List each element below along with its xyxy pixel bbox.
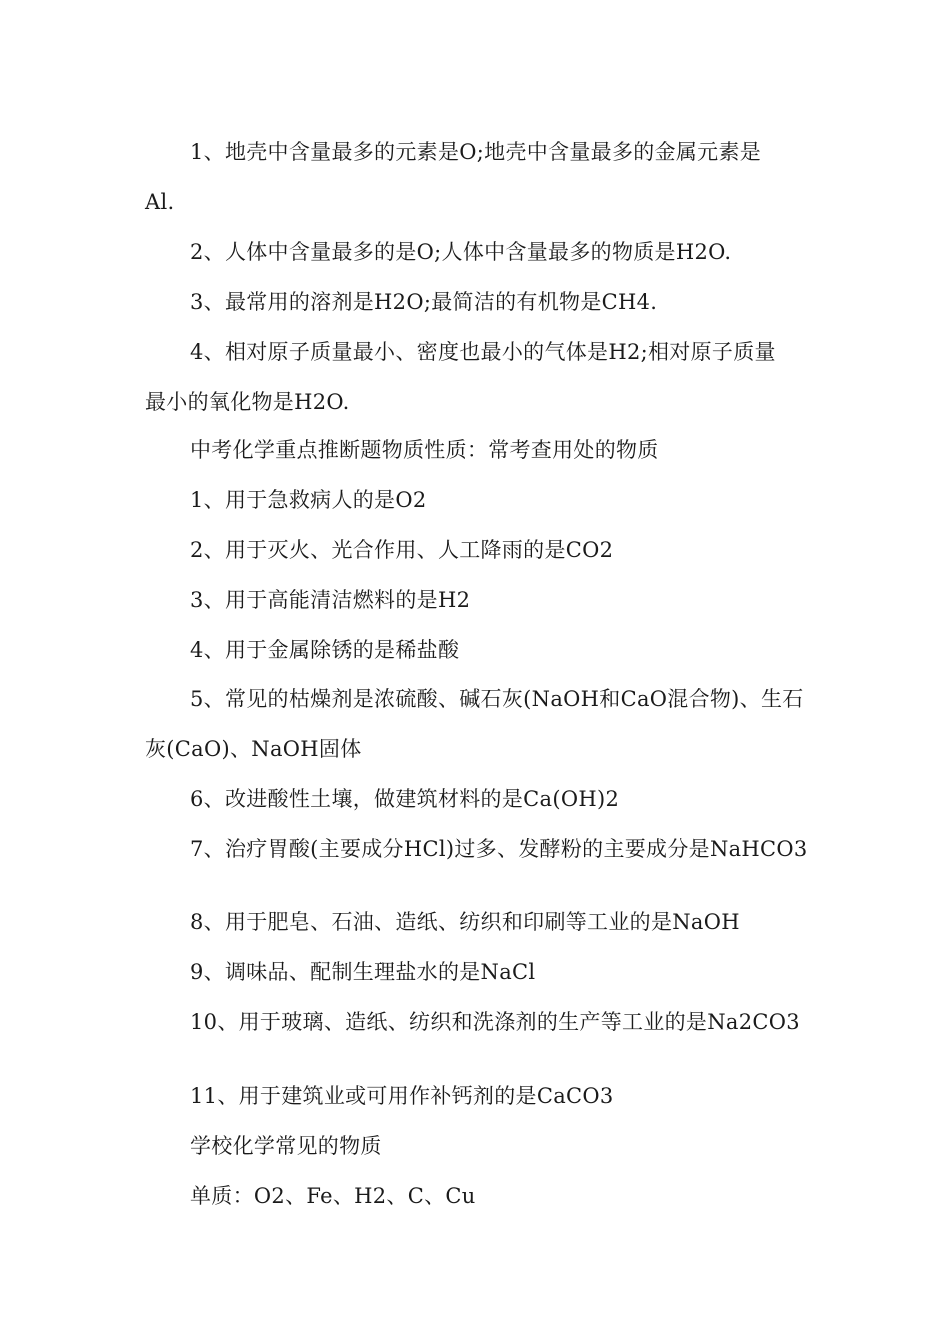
text-line: 11、用于建筑业或可用作补钙剂的是CaCO3 <box>190 1084 614 1108</box>
section-heading: 中考化学重点推断题物质性质：常考查用处的物质 <box>190 438 659 462</box>
text-line: 8、用于肥皂、石油、造纸、纺织和印刷等工业的是NaOH <box>190 910 740 934</box>
text-line: 2、人体中含量最多的是O;人体中含量最多的物质是H2O. <box>190 240 732 264</box>
text-line: 单质：O2、Fe、H2、C、Cu <box>190 1184 476 1208</box>
text-line: 4、用于金属除锈的是稀盐酸 <box>190 638 460 662</box>
text-line: 灰(CaO)、NaOH固体 <box>145 737 362 761</box>
text-line: 2、用于灭火、光合作用、人工降雨的是CO2 <box>190 538 614 562</box>
text-line: 4、相对原子质量最小、密度也最小的气体是H2;相对原子质量 <box>190 340 776 364</box>
text-line: 3、用于高能清洁燃料的是H2 <box>190 588 471 612</box>
text-line: 3、最常用的溶剂是H2O;最简洁的有机物是CH4. <box>190 290 658 314</box>
text-line: 5、常见的枯燥剂是浓硫酸、碱石灰(NaOH和CaO混合物)、生石 <box>190 687 804 711</box>
text-line: 7、治疗胃酸(主要成分HCl)过多、发酵粉的主要成分是NaHCO3 <box>190 837 808 861</box>
text-line: 1、用于急救病人的是O2 <box>190 488 427 512</box>
text-line: 1、地壳中含量最多的元素是O;地壳中含量最多的金属元素是 <box>190 140 762 164</box>
text-line: 6、改进酸性土壤，做建筑材料的是Ca(OH)2 <box>190 787 620 811</box>
text-line: 9、调味品、配制生理盐水的是NaCl <box>190 960 536 984</box>
text-line: 10、用于玻璃、造纸、纺织和洗涤剂的生产等工业的是Na2CO3 <box>190 1010 800 1034</box>
text-line: 最小的氧化物是H2O. <box>145 390 350 414</box>
text-line: Al. <box>145 190 175 214</box>
section-heading: 学校化学常见的物质 <box>190 1134 382 1158</box>
